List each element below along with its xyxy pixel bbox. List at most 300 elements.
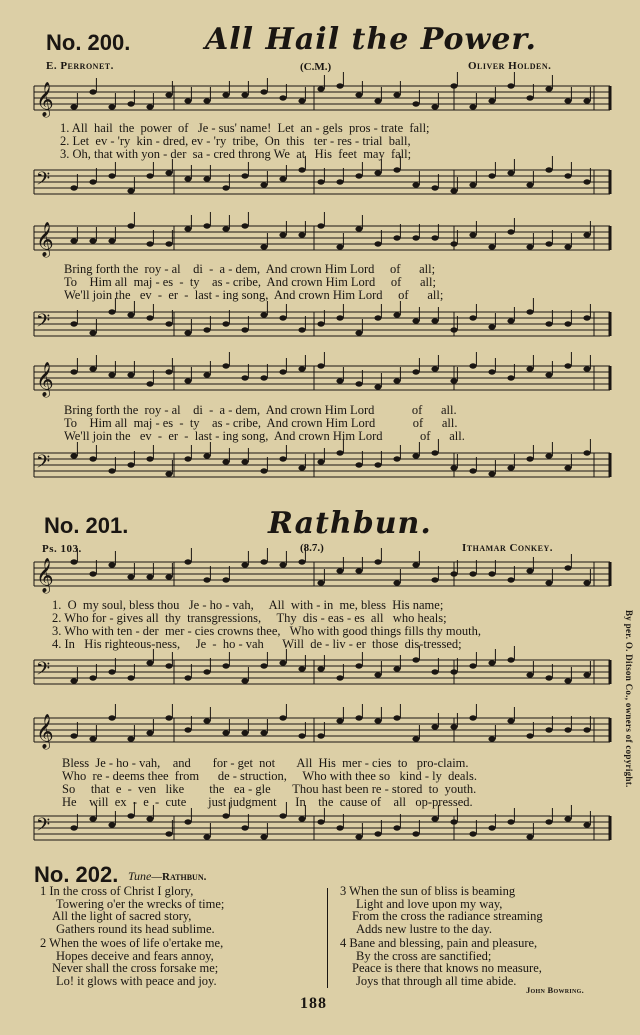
note-head [146,660,153,665]
note-head [70,733,77,738]
note-head [70,678,77,683]
note-head [336,450,343,455]
note-head [317,459,324,464]
verse-line: Joys that through all time abide. [356,973,517,988]
lyric-line: 4. In His righteous-ness, Je - ho - vah Will de - liv - er those dis-tressed; [52,637,462,651]
lyric-line: 2. Who for - gives all thy transgressions, Thy dis - eas - es all who heals; [52,611,447,625]
note-head [146,456,153,461]
hymn-201-composer: Ithamar Conkey. [462,542,554,554]
verse-line: From the cross the radiance streaming [352,909,543,923]
hymn-200-number: No. 200. [46,30,131,55]
note-head [412,235,419,240]
note-head [393,312,400,317]
hymn-201-title: Rathbun. [268,506,432,541]
svg-text:𝄢: 𝄢 [36,814,51,839]
verse-line: Towering o'er the wrecks of time; [56,896,225,911]
note-head [317,666,324,671]
note-head [222,663,229,668]
note-head [355,330,362,335]
note-head [127,574,134,579]
note-head [393,235,400,240]
note-head [127,312,134,317]
note-head [146,241,153,246]
hymn-202-verse-3 [340,885,543,935]
verse-line: 1 In the cross of Christ I glory, [40,884,194,898]
note-head [412,318,419,323]
note-head [507,819,514,824]
note-head [507,83,514,88]
note-head [469,363,476,368]
note-head [298,167,305,172]
lyric-line: Bless Je - ho - vah, and for - get not All His mer - cies to pro-claim. [62,756,469,770]
note-head [241,223,248,228]
note-head [469,468,476,473]
note-head [70,369,77,374]
note-head [127,462,134,467]
note-head [203,372,210,377]
hymn-200-staff-bass-2 [34,308,610,348]
note-head [146,816,153,821]
lyric-line: To Him all maj - es - ty as - cribe, And crown Him Lord of all; [64,275,436,289]
note-head [336,244,343,249]
note-head [127,675,134,680]
note-head [564,678,571,683]
note-head [336,83,343,88]
note-head [108,669,115,674]
note-head [488,571,495,576]
note-head [184,819,191,824]
note-head [127,813,134,818]
note-head [583,98,590,103]
verse-line: Gathers round its head sublime. [56,921,215,936]
hymn-200-staff-bass-1 [34,166,610,206]
note-head [545,819,552,824]
note-head [469,315,476,320]
note-head [317,733,324,738]
note-head [260,559,267,564]
note-head [70,559,77,564]
note-head [108,372,115,377]
note-head [89,179,96,184]
note-head [526,366,533,371]
note-head [165,170,172,175]
note-head [583,179,590,184]
note-head [336,718,343,723]
hymn-200-title: All Hail the Power. [205,22,537,57]
note-head [298,666,305,671]
note-head [431,104,438,109]
note-head [203,834,210,839]
note-head [583,672,590,677]
lyric-line: We'll join the ev - er - last - ing song, And crown Him Lord of all. [64,429,465,443]
note-head [507,375,514,380]
hymn-201-system-1-lyrics [52,599,481,651]
note-head [222,226,229,231]
note-head [146,173,153,178]
note-head [165,715,172,720]
note-head [165,241,172,246]
note-head [222,459,229,464]
note-head [260,244,267,249]
note-head [127,101,134,106]
note-head [412,182,419,187]
note-head [298,98,305,103]
note-head [89,238,96,243]
note-head [184,675,191,680]
note-head [279,715,286,720]
note-head [241,825,248,830]
note-head [203,669,210,674]
copyright-side-note: By per. O. Ditson Co., owners of copyright. [624,610,634,788]
lyric-line: Bring forth the roy - al di - a - dem, And crown Him Lord of all. [64,403,457,417]
note-head [469,182,476,187]
note-head [184,559,191,564]
verse-line: Hopes deceive and fears annoy, [56,948,214,963]
note-head [165,369,172,374]
page-number: 188 [300,995,327,1012]
note-head [583,727,590,732]
lyric-line: 1. O my soul, bless thou Je - ho - vah, All with - in me, bless His name; [52,598,444,612]
lyric-line: So that e - ven like the ea - gle Thou hast been re - stored to youth. [62,782,477,796]
note-head [260,312,267,317]
note-head [222,730,229,735]
note-head [298,327,305,332]
note-head [203,223,210,228]
note-head [564,816,571,821]
note-head [279,369,286,374]
lyric-line: 2. Let ev - 'ry kin - dred, ev - 'ry tribe, On this ter - res - trial ball, [60,134,411,148]
hymn-201-psalm-ref: Ps. 103. [42,543,82,555]
note-head [108,562,115,567]
note-head [355,92,362,97]
note-head [488,369,495,374]
note-head [89,456,96,461]
tune-label: Tune— [128,869,163,883]
note-head [184,98,191,103]
note-head [545,453,552,458]
note-head [355,834,362,839]
verse-line: By the cross are sanctified; [356,948,492,963]
note-head [526,568,533,573]
note-head [564,465,571,470]
note-head [108,104,115,109]
note-head [431,816,438,821]
note-head [279,232,286,237]
note-head [203,327,210,332]
note-head [203,98,210,103]
note-head [108,822,115,827]
note-head [355,568,362,573]
note-head [374,384,381,389]
note-head [431,235,438,240]
note-head [583,315,590,320]
note-head [108,238,115,243]
note-head [374,462,381,467]
note-head [488,173,495,178]
note-head [184,456,191,461]
note-head [222,92,229,97]
note-head [412,562,419,567]
note-head [89,675,96,680]
note-head [108,173,115,178]
note-head [564,244,571,249]
note-head [184,727,191,732]
note-head [393,666,400,671]
svg-text:𝄞: 𝄞 [36,715,54,748]
note-head [583,450,590,455]
svg-text:𝄞: 𝄞 [36,83,54,116]
note-head [488,825,495,830]
svg-text:𝄢: 𝄢 [36,168,51,193]
hymn-200-meter: (C.M.) [300,61,332,73]
note-head [393,378,400,383]
note-head [89,571,96,576]
note-head [393,825,400,830]
svg-text:𝄢: 𝄢 [36,658,51,683]
note-head [412,369,419,374]
note-head [165,831,172,836]
hymn-202-verse-4 [340,937,542,987]
note-head [469,663,476,668]
note-head [469,104,476,109]
note-head [222,185,229,190]
note-head [260,182,267,187]
svg-text:𝄢: 𝄢 [36,451,51,476]
note-head [279,456,286,461]
note-head [336,378,343,383]
note-head [374,672,381,677]
column-divider [327,888,328,988]
note-head [355,715,362,720]
note-head [583,822,590,827]
note-head [526,456,533,461]
note-head [431,577,438,582]
note-head [203,718,210,723]
note-head [70,453,77,458]
lyric-line: 3. Who with ten - der mer - cies crowns thee, Who with good things fills thy mouth, [52,624,481,638]
note-head [317,580,324,585]
note-head [298,232,305,237]
note-head [317,321,324,326]
note-head [89,89,96,94]
note-head [146,104,153,109]
note-head [89,816,96,821]
note-head [260,375,267,380]
note-head [469,715,476,720]
note-head [279,95,286,100]
note-head [279,660,286,665]
verse-line: Light and love upon my way, [356,896,503,911]
note-head [526,672,533,677]
note-head [507,657,514,662]
hymn-202-author: John Bowring. [526,985,585,995]
lyric-line: Who re - deems thee from de - struction, Who with thee so kind - ly deals. [62,769,477,783]
note-head [70,185,77,190]
hymn-200-system-3-lyrics [64,404,465,443]
note-head [564,98,571,103]
note-head [545,321,552,326]
note-head [545,727,552,732]
note-head [298,465,305,470]
note-head [488,244,495,249]
note-head [165,321,172,326]
hymn-200-composer: Oliver Holden. [468,60,552,72]
note-head [469,831,476,836]
note-head [393,580,400,585]
note-head [488,736,495,741]
note-head [526,733,533,738]
verse-line: Lo! it glows with peace and joy. [56,973,217,988]
note-head [355,462,362,467]
note-head [583,580,590,585]
lyric-line: We'll join the ev - er - last - ing song, And crown Him Lord of all; [64,288,444,302]
note-head [89,330,96,335]
note-head [89,736,96,741]
note-head [374,831,381,836]
note-head [298,816,305,821]
note-head [298,559,305,564]
verse-line: All the light of sacred story, [52,909,192,923]
hymn-201-staff-bass-2 [34,812,610,852]
note-head [526,834,533,839]
note-head [526,244,533,249]
note-head [507,577,514,582]
note-head [222,813,229,818]
hymn-201-staff-treble-2 [34,714,610,754]
note-head [165,574,172,579]
note-head [241,375,248,380]
note-head [355,226,362,231]
note-head [165,663,172,668]
note-head [260,730,267,735]
verse-line: Never shall the cross forsake me; [52,961,219,975]
note-head [393,92,400,97]
note-head [488,98,495,103]
note-head [412,101,419,106]
note-head [431,450,438,455]
note-head [564,363,571,368]
note-head [222,363,229,368]
note-head [583,366,590,371]
note-head [203,577,210,582]
note-head [507,229,514,234]
note-head [336,315,343,320]
note-head [583,232,590,237]
note-head [70,104,77,109]
note-head [260,468,267,473]
note-head [89,366,96,371]
note-head [279,315,286,320]
note-head [279,813,286,818]
note-head [488,471,495,476]
note-head [241,327,248,332]
note-head [545,241,552,246]
note-head [184,330,191,335]
verse-line: Adds new lustre to the day. [356,921,492,936]
note-head [127,372,134,377]
note-head [564,727,571,732]
note-head [412,736,419,741]
note-head [488,324,495,329]
note-head [222,321,229,326]
note-head [526,95,533,100]
note-head [545,580,552,585]
note-head [507,718,514,723]
note-head [488,660,495,665]
note-head [545,675,552,680]
svg-text:𝄢: 𝄢 [36,310,51,335]
lyric-line: To Him all maj - es - ty as - cribe, And crown Him Lord of all. [64,416,458,430]
note-head [260,663,267,668]
note-head [184,176,191,181]
verse-line: 3 When the sun of bliss is beaming [340,884,516,898]
note-head [412,657,419,662]
note-head [469,232,476,237]
hymn-201-staff-bass-1 [34,656,610,696]
note-head [241,173,248,178]
note-head [355,381,362,386]
note-head [564,321,571,326]
note-head [526,309,533,314]
note-head [146,381,153,386]
note-head [431,318,438,323]
note-head [279,562,286,567]
verse-line: Peace is there that knows no measure, [352,961,542,975]
note-head [431,366,438,371]
lyric-line: Bring forth the roy - al di - a - dem, And crown Him Lord of all; [64,262,436,276]
note-head [336,825,343,830]
note-head [317,819,324,824]
note-head [222,577,229,582]
verse-line: 4 Bane and blessing, pain and pleasure, [340,936,538,950]
note-head [545,167,552,172]
note-head [241,678,248,683]
note-head [127,736,134,741]
note-head [260,834,267,839]
note-head [374,559,381,564]
note-head [336,179,343,184]
note-head [298,733,305,738]
svg-text:𝄞: 𝄞 [36,223,54,256]
note-head [564,565,571,570]
lyric-line: 1. All hail the power of Je - sus' name! Let an - gels pros - trate fall; [60,121,430,135]
note-head [336,675,343,680]
note-head [317,179,324,184]
hymn-200-staff-treble-3 [34,362,610,402]
note-head [241,730,248,735]
note-head [146,574,153,579]
note-head [165,471,172,476]
note-head [469,571,476,576]
note-head [545,372,552,377]
note-head [431,185,438,190]
note-head [374,241,381,246]
svg-text:𝄞: 𝄞 [36,363,54,396]
note-head [507,170,514,175]
svg-text:𝄞: 𝄞 [36,559,54,592]
hymn-202-verse-1 [40,885,224,935]
hymn-200-staff-treble-2 [34,222,610,262]
note-head [374,98,381,103]
note-head [336,568,343,573]
note-head [393,456,400,461]
lyric-line: He will ex - e - cute just judgment In the cause of all op-pressed. [62,795,473,809]
note-head [184,226,191,231]
note-head [241,562,248,567]
note-head [545,86,552,91]
note-head [393,715,400,720]
note-head [203,453,210,458]
